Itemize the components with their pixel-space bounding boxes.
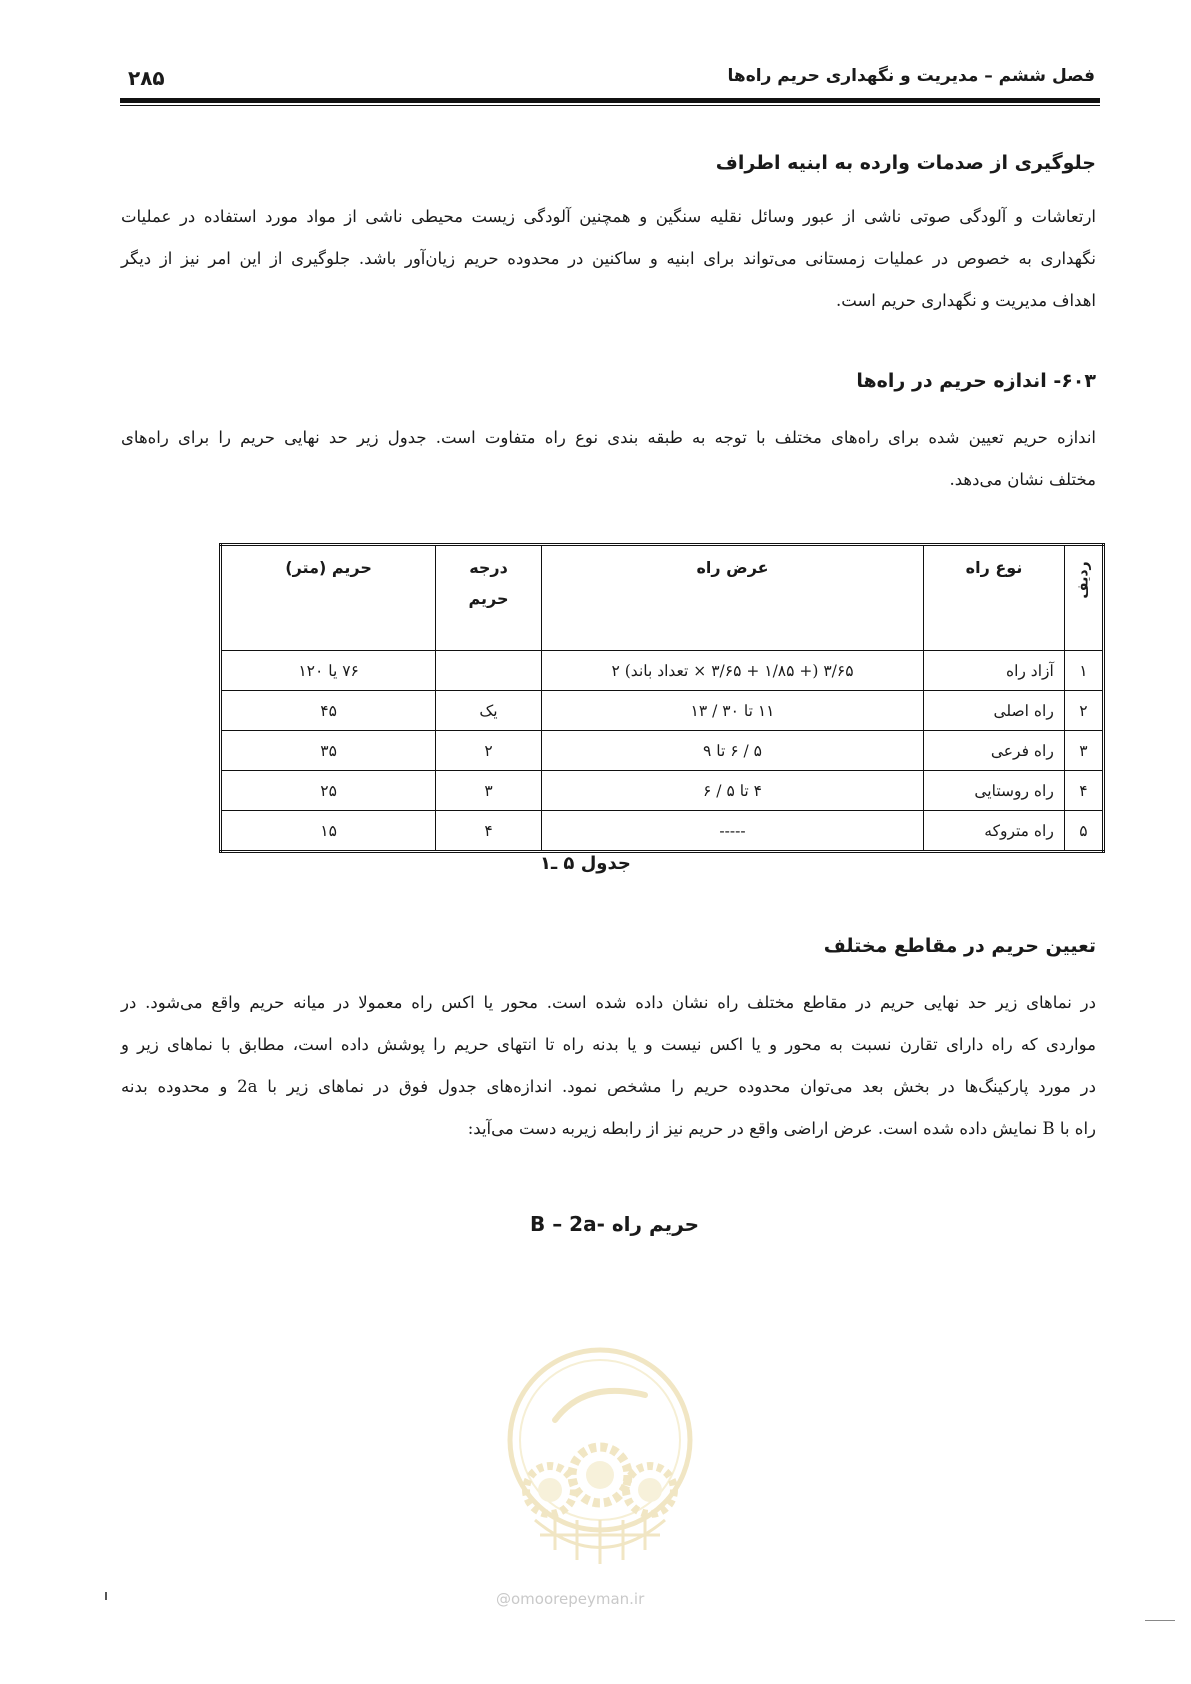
road-buffer-table xyxy=(219,543,1105,853)
table-row xyxy=(221,811,1104,852)
table-row xyxy=(221,691,1104,731)
cell-road-type: راه متروکه xyxy=(924,811,1065,852)
column-header-width: عرض راه xyxy=(541,545,923,651)
cell-buffer-degree: یک xyxy=(436,691,542,731)
cell-road-width: ۵ / ۶ تا ۹ xyxy=(541,731,923,771)
cell-buffer-degree: ۳ xyxy=(436,771,542,811)
cell-buffer-degree: ۴ xyxy=(436,811,542,852)
cell-road-width: ----- xyxy=(541,811,923,852)
paragraph-buffer-size xyxy=(121,417,1096,501)
paragraph-buffer-sections xyxy=(121,982,1096,1150)
cell-row-number: ۴ xyxy=(1064,771,1103,811)
watermark-gear-right xyxy=(626,1466,674,1514)
table-caption: جدول ۵ ـ۱ xyxy=(540,853,631,874)
watermark-gear-left xyxy=(526,1466,574,1514)
watermark-grid xyxy=(535,1520,665,1564)
cell-road-width: ۳/۶۵ (+ ۱/۸۵ + ۳/۶۵ × تعداد باند) ۲ xyxy=(541,651,923,691)
column-header-row: ردیف xyxy=(1064,545,1103,651)
cell-buffer-meters: ۱۵ xyxy=(221,811,436,852)
paragraph-damage-prevention xyxy=(121,196,1096,322)
column-header-degree xyxy=(436,545,542,651)
cell-road-type: راه روستایی xyxy=(924,771,1065,811)
paragraph-line: مختلف نشان می‌دهد. xyxy=(949,470,1096,489)
cell-road-type: راه فرعی xyxy=(924,731,1065,771)
cell-row-number: ۳ xyxy=(1064,731,1103,771)
degree-header-line2: حریم xyxy=(468,589,509,608)
watermark-calligraphy xyxy=(555,1391,645,1420)
column-header-buffer: حریم (متر) xyxy=(221,545,436,651)
watermark-logo xyxy=(495,1340,705,1580)
cell-buffer-meters: ۲۵ xyxy=(221,771,436,811)
paragraph-line: اهداف مدیریت و نگهداری حریم است. xyxy=(836,291,1096,310)
paragraph-line: مواردی که راه دارای تقارن نسبت به محور و یا اکس نیست و یا بدنه راه تا انتهای حریم را پوشش داده است، مطابق با نماهای زیر و xyxy=(121,1035,1096,1054)
page-number: ۲۸۵ xyxy=(128,66,165,90)
section-heading-buffer-sections: تعیین حریم در مقاطع مختلف xyxy=(823,935,1096,957)
section-heading-damage-prevention: جلوگیری از صدمات وارده به ابنیه اطراف xyxy=(715,152,1096,174)
cell-buffer-degree: ۲ xyxy=(436,731,542,771)
cell-road-type: راه اصلی xyxy=(924,691,1065,731)
cell-buffer-meters: ۳۵ xyxy=(221,731,436,771)
cell-road-width: ۱۱ تا ۳۰ / ۱۳ xyxy=(541,691,923,731)
cell-row-number: ۱ xyxy=(1064,651,1103,691)
paragraph-line: اندازه حریم تعیین شده برای راه‌های مختلف با توجه به طبقه بندی نوع راه متفاوت است. جدول زیر حد نهایی حریم را برای راه‌های xyxy=(121,428,1096,447)
chapter-title: فصل ششم – مدیریت و نگهداری حریم راه‌ها xyxy=(727,66,1095,86)
cell-road-type: آزاد راه xyxy=(924,651,1065,691)
paragraph-line: ارتعاشات و آلودگی صوتی ناشی از عبور وسائل نقلیه سنگین و همچنین آلودگی زیست محیطی ناشی از مواد مورد استفاده در عملیات xyxy=(121,207,1096,226)
table-row xyxy=(221,731,1104,771)
degree-header-line1: درجه xyxy=(469,558,508,577)
cell-buffer-meters: ۴۵ xyxy=(221,691,436,731)
buffer-formula: حریم راه -B – 2a xyxy=(530,1212,700,1236)
cell-buffer-degree xyxy=(436,651,542,691)
header-rule-thin xyxy=(120,105,1100,106)
watermark-ring xyxy=(510,1350,690,1530)
page-header xyxy=(120,60,1095,94)
watermark-url: @omoorepeyman.ir xyxy=(496,1590,645,1608)
header-rule-thick xyxy=(120,98,1100,103)
cell-row-number: ۲ xyxy=(1064,691,1103,731)
table-row xyxy=(221,651,1104,691)
paragraph-line: در مورد پارکینگ‌ها در بخش بعد می‌توان محدوده حریم را مشخص نمود. اندازه‌های جدول فوق در نماهای زیر با 2a و محدوده بدنه xyxy=(121,1077,1096,1096)
section-heading-buffer-size: ۶۰۳- اندازه حریم در راه‌ها xyxy=(856,370,1096,392)
paragraph-line: نگهداری به خصوص در عملیات زمستانی می‌تواند برای ابنیه و ساکنین در محدوده حریم زیان‌آور باشد. جلوگیری از این امر نیز از دیگر xyxy=(121,249,1096,268)
paragraph-line: در نماهای زیر حد نهایی حریم در مقاطع مختلف راه نشان داده شده است. محور یا اکس راه معمولا در میانه حریم واقع می‌شود. در xyxy=(121,993,1096,1012)
cell-row-number: ۵ xyxy=(1064,811,1103,852)
scan-artifact xyxy=(1145,1620,1175,1621)
scan-artifact xyxy=(105,1592,107,1600)
paragraph-line: راه با B نمایش داده شده است. عرض اراضی واقع در حریم نیز از رابطه زیربه دست می‌آید: xyxy=(467,1119,1096,1138)
table-header-row xyxy=(221,545,1104,651)
cell-buffer-meters: ۷۶ یا ۱۲۰ xyxy=(221,651,436,691)
column-header-type: نوع راه xyxy=(924,545,1065,651)
table-row xyxy=(221,771,1104,811)
watermark-gear-center xyxy=(572,1447,628,1503)
cell-road-width: ۴ تا ۵ / ۶ xyxy=(541,771,923,811)
